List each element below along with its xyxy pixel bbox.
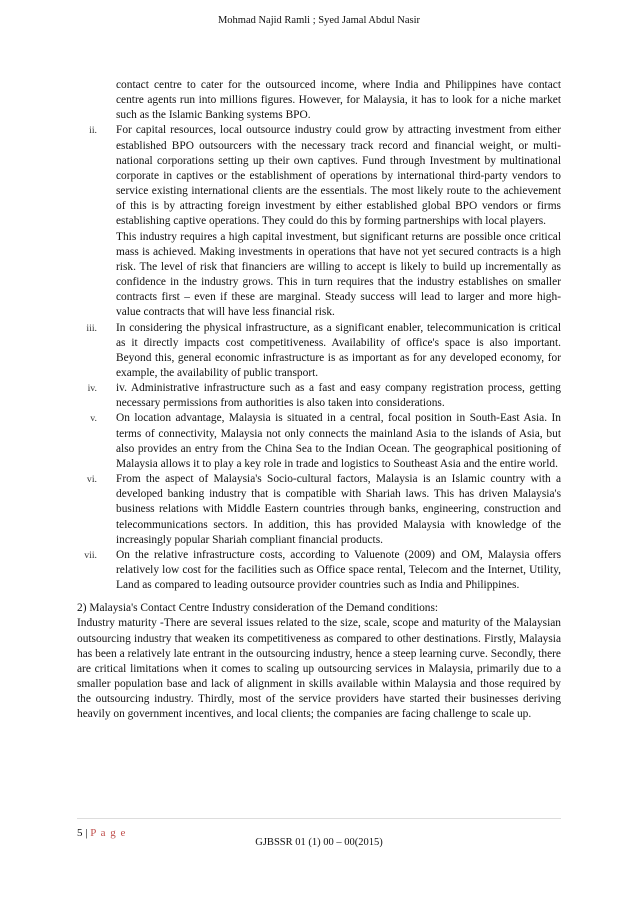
page-word: P a g e xyxy=(90,827,127,839)
list-item-text: From the aspect of Malaysia's Socio-cultural factors, Malaysia is an Islamic country with a developed banking industry that is compatible with Shariah laws. This has driven Malaysia's business relations with Middle Eastern countries through banks, engineering, construction and telecommunications sectors. In addition, this has provided Malaysia with knowledge of the increasingly popular Shariah compliant financial products. xyxy=(116,473,561,546)
journal-citation: GJBSSR 01 (1) 00 – 00(2015) xyxy=(255,837,383,848)
paragraph-continuation: contact centre to cater for the outsourced income, where India and Philippines have contact centre agents run into millions figures. However, for Malaysia, it has to look for a niche market such as the Islamic Banking systems BPO. xyxy=(116,79,561,122)
list-item-iv xyxy=(77,381,561,411)
list-item-text: On the relative infrastructure costs, according to Valuenote (2009) and OM, Malaysia offers relatively low cost for the facilities such as Office space rental, Telecom and the Internet, Utility, Land as compared to leading outsource provider countries such as India and Philippines. xyxy=(116,548,561,592)
running-header: Mohmad Najid Ramli ; Syed Jamal Abdul Nasir xyxy=(217,15,421,26)
page-separator: | xyxy=(85,827,88,839)
list-item-vii xyxy=(77,548,561,593)
list-marker: iii. xyxy=(86,322,97,334)
list-marker: v. xyxy=(90,413,97,425)
list-item-iii xyxy=(77,321,561,382)
list-item-text: On location advantage, Malaysia is situated in a central, focal position in South-East Asia. In terms of connectivity, Malaysia not only connects the mainland Asia to the islands of Asia, but also provides an entry from the China Sea to the Indian Ocean. The geographical positioning of Malaysia allows it to play a key role in trade and logistics to Southeast Asia and the entire world. xyxy=(116,412,561,470)
list-item-text: iv. Administrative infrastructure such as a fast and easy company registration process, getting necessary permissions from authorities is also taken into considerations. xyxy=(116,382,561,410)
list-item-v xyxy=(77,411,561,472)
list-marker: iv. xyxy=(87,383,97,395)
section-heading: 2) Malaysia's Contact Centre Industry consideration of the Demand conditions: xyxy=(77,602,439,615)
section-paragraph: Industry maturity -There are several issues related to the size, scale, scope and maturity of the Malaysian outsourcing industry that weaken its competitiveness as compared to other destinations. Firstly, Malaysia has been a relatively late entrant in the outsourcing industry, hence a steep learning curve. Secondly, there are critical limitations when it comes to scaling up outsourcing services in Malaysia, primarily due to a smaller population base and lack of alignment in skills available within Malaysia and those required by the outsourcing industry. Thirdly, most of the service providers have started their businesses deriving heavily on government incentives, and local clients; the companies are facing challenge to scale up. xyxy=(77,617,561,721)
body-content xyxy=(77,78,561,723)
list-item-text: For capital resources, local outsource industry could grow by attracting investment from either established BPO outsourcers with the necessary track record and financial weight, or multi-national corporations setting up their own captives. Fund through Investment by multinational corporate in captives or the establishment of operations by international third-party vendors to service existing international clients are the essentials. The most likely route to the achievement of this is by attracting foreign investment by either established global BPO vendors or firms establishing captive operations. They could do this by forming partnerships with local players. xyxy=(116,124,561,228)
page-number: 5 xyxy=(77,827,83,839)
footer-divider xyxy=(77,818,561,819)
list-marker: ii. xyxy=(89,125,97,137)
list-marker: vii. xyxy=(84,549,97,561)
list-item-extra-text: This industry requires a high capital investment, but significant returns are possible once critical mass is achieved. Making investments in operations that have not yet secured contracts is a high risk. The level of risk that financiers are willing to accept is likely to build up incrementally as confidence in the industry grows. This in turn requires that the industry establishes on smaller contracts first – even if these are marginal. Steady success will lead to larger and more high-value contracts that will have less financial risk. xyxy=(116,230,561,319)
list-marker: vi. xyxy=(86,474,97,486)
list-item-vi xyxy=(77,472,561,548)
list-item-text: In considering the physical infrastructure, as a significant enabler, telecommunication is critical as it directly impacts cost competitiveness. Availability of office's space is also important. Beyond this, general economic infrastructure is as important as for any developed economy, for example, the availability of public transport. xyxy=(116,321,561,379)
list-item-ii xyxy=(77,123,561,320)
